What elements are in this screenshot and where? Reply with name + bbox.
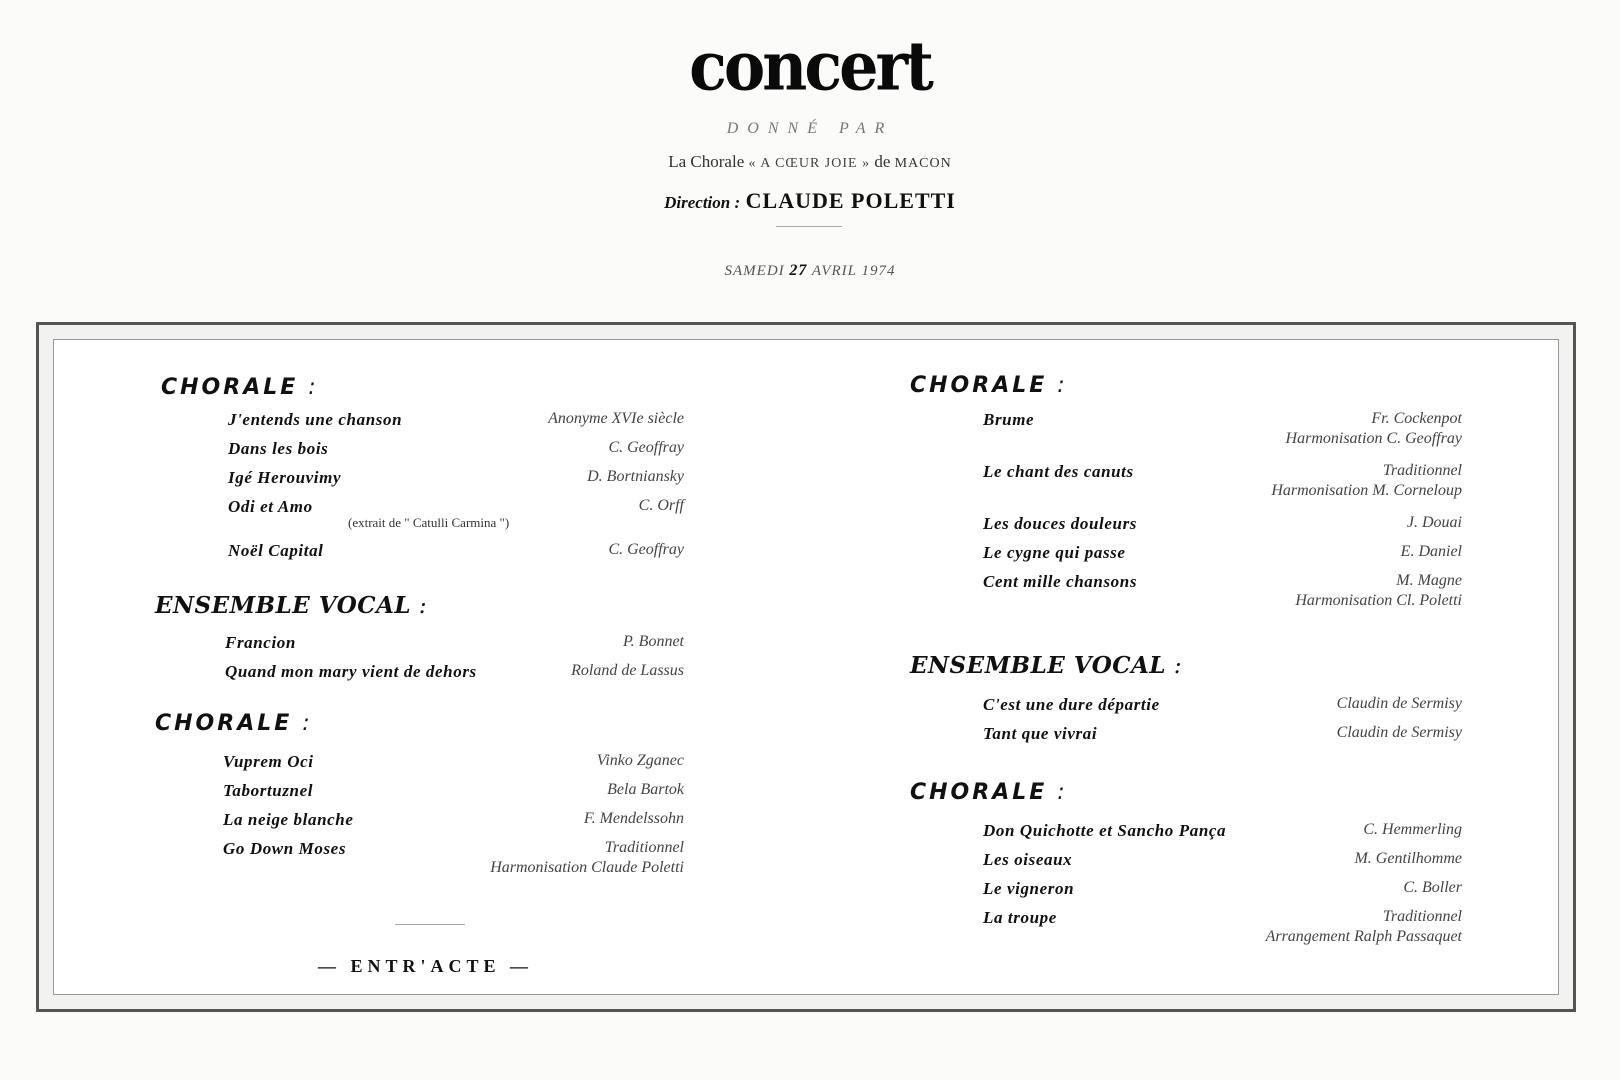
arrangement-text: Harmonisation Cl. Poletti xyxy=(1295,592,1462,609)
program-item xyxy=(983,724,1462,753)
piece-composer: D. Bortniansky xyxy=(587,468,684,485)
program-item xyxy=(228,468,684,497)
piece-title: Don Quichotte et Sancho Pança xyxy=(983,821,1227,840)
piece-composer: E. Daniel xyxy=(1400,543,1462,560)
section-list xyxy=(983,695,1462,753)
right-column xyxy=(910,373,1462,956)
piece-composer: C. Boller xyxy=(1403,879,1462,896)
piece-composer: J. Douai xyxy=(1406,514,1462,531)
concert-date xyxy=(0,262,1620,280)
program-item xyxy=(983,514,1462,543)
program-item xyxy=(228,541,684,570)
piece-title: Noël Capital xyxy=(228,541,324,560)
section-list xyxy=(983,410,1462,620)
piece-composer: Roland de Lassus xyxy=(571,662,684,679)
chorale-line xyxy=(0,152,1620,172)
program-item xyxy=(223,781,684,810)
arrangement-note xyxy=(983,482,1462,514)
piece-composer: Traditionnel xyxy=(1382,462,1462,479)
entracte-divider xyxy=(395,924,465,925)
piece-title: Brume xyxy=(983,410,1035,429)
section-list xyxy=(225,633,684,691)
piece-composer: C. Orff xyxy=(638,497,684,514)
section-heading: CHORALE : xyxy=(161,375,319,400)
section-heading: CHORALE : xyxy=(910,373,1068,398)
piece-title: La neige blanche xyxy=(223,810,354,829)
piece-composer: Claudin de Sermisy xyxy=(1336,695,1462,712)
section-title: CHORALE xyxy=(910,373,1048,398)
arrangement-text: Harmonisation C. Geoffray xyxy=(1285,430,1462,447)
piece-title: Cent mille chansons xyxy=(983,572,1138,591)
left-column xyxy=(155,375,745,887)
piece-composer: C. Geoffray xyxy=(608,541,684,558)
arrangement-note xyxy=(983,592,1462,620)
program-item xyxy=(983,695,1462,724)
piece-title: Tabortuznel xyxy=(223,781,314,800)
arrangement-note xyxy=(983,430,1462,462)
chorale-de: de xyxy=(874,152,891,171)
program-title: concert xyxy=(689,27,931,106)
date-month-year: AVRIL 1974 xyxy=(811,263,896,279)
program-item xyxy=(983,850,1462,879)
section-title: CHORALE xyxy=(910,780,1048,805)
piece-composer: C. Geoffray xyxy=(608,439,684,456)
director-name: CLAUDE POLETTI xyxy=(745,188,956,213)
program-item xyxy=(228,439,684,468)
piece-title: J'entends une chanson xyxy=(228,410,403,429)
program-item xyxy=(983,879,1462,908)
piece-note-text: (extrait de " Catulli Carmina ") xyxy=(348,515,510,530)
section-heading: ENSEMBLE VOCAL : xyxy=(910,652,1183,679)
chorale-prefix: La Chorale xyxy=(668,152,745,171)
section-title: CHORALE xyxy=(155,711,293,736)
chorale-name: « A CŒUR JOIE » xyxy=(748,156,871,171)
donne-par-line: DONNÉ PAR xyxy=(726,120,894,137)
piece-title: Go Down Moses xyxy=(223,839,347,858)
section-heading: ENSEMBLE VOCAL : xyxy=(155,592,428,619)
piece-composer: Bela Bartok xyxy=(607,781,684,798)
piece-title: C'est une dure départie xyxy=(983,695,1160,714)
arrangement-text: Arrangement Ralph Passaquet xyxy=(1265,928,1462,945)
arrangement-text: Harmonisation Claude Poletti xyxy=(490,859,684,876)
piece-title: Le cygne qui passe xyxy=(983,543,1126,562)
piece-title: Quand mon mary vient de dehors xyxy=(225,662,477,681)
section-heading: CHORALE : xyxy=(155,711,313,736)
chorale-city: MACON xyxy=(894,156,952,171)
piece-composer: F. Mendelssohn xyxy=(583,810,684,827)
program-item xyxy=(223,810,684,839)
arrangement-text: Harmonisation M. Corneloup xyxy=(1271,482,1462,499)
piece-composer: M. Magne xyxy=(1396,572,1462,589)
arrangement-note xyxy=(223,859,684,887)
piece-composer: Anonyme XVIe siècle xyxy=(548,410,684,427)
program-item xyxy=(223,752,684,781)
piece-note xyxy=(228,515,684,541)
arrangement-note xyxy=(983,928,1462,956)
program-item xyxy=(228,410,684,439)
section-heading: CHORALE : xyxy=(910,780,1068,805)
piece-composer: Traditionnel xyxy=(1382,908,1462,925)
program-item xyxy=(225,662,684,691)
header-divider xyxy=(776,226,842,227)
piece-title: Dans les bois xyxy=(228,439,329,458)
piece-title: Les oiseaux xyxy=(983,850,1073,869)
program-item xyxy=(983,821,1462,850)
program-item xyxy=(983,543,1462,572)
section-list xyxy=(228,410,684,570)
section-list xyxy=(223,752,684,887)
piece-title: Igé Herouvimy xyxy=(228,468,342,487)
date-number: 27 xyxy=(789,262,808,279)
piece-composer: Traditionnel xyxy=(604,839,684,856)
piece-composer: Claudin de Sermisy xyxy=(1336,724,1462,741)
section-title: CHORALE xyxy=(161,375,299,400)
program-header xyxy=(0,0,1620,300)
entracte-label: — ENTR'ACTE — xyxy=(318,956,534,976)
section-list xyxy=(983,821,1462,956)
piece-composer: Fr. Cockenpot xyxy=(1371,410,1462,427)
piece-composer: Vinko Zganec xyxy=(596,752,684,769)
program-item xyxy=(225,633,684,662)
piece-composer: P. Bonnet xyxy=(622,633,684,650)
piece-composer: M. Gentilhomme xyxy=(1354,850,1462,867)
piece-title: Vuprem Oci xyxy=(223,752,314,771)
piece-title: Les douces douleurs xyxy=(983,514,1138,533)
section-title: ENSEMBLE VOCAL xyxy=(155,592,412,619)
direction-label: Direction : xyxy=(664,193,741,212)
date-day: SAMEDI xyxy=(724,263,785,279)
section-title: ENSEMBLE VOCAL xyxy=(910,652,1167,679)
piece-title: Le vigneron xyxy=(983,879,1075,898)
direction-line xyxy=(0,188,1620,214)
piece-title: La troupe xyxy=(983,908,1057,927)
piece-title: Le chant des canuts xyxy=(983,462,1134,481)
piece-composer: C. Hemmerling xyxy=(1363,821,1462,838)
piece-title: Francion xyxy=(225,633,296,652)
piece-title: Tant que vivrai xyxy=(983,724,1098,743)
piece-title: Odi et Amo xyxy=(228,497,313,516)
